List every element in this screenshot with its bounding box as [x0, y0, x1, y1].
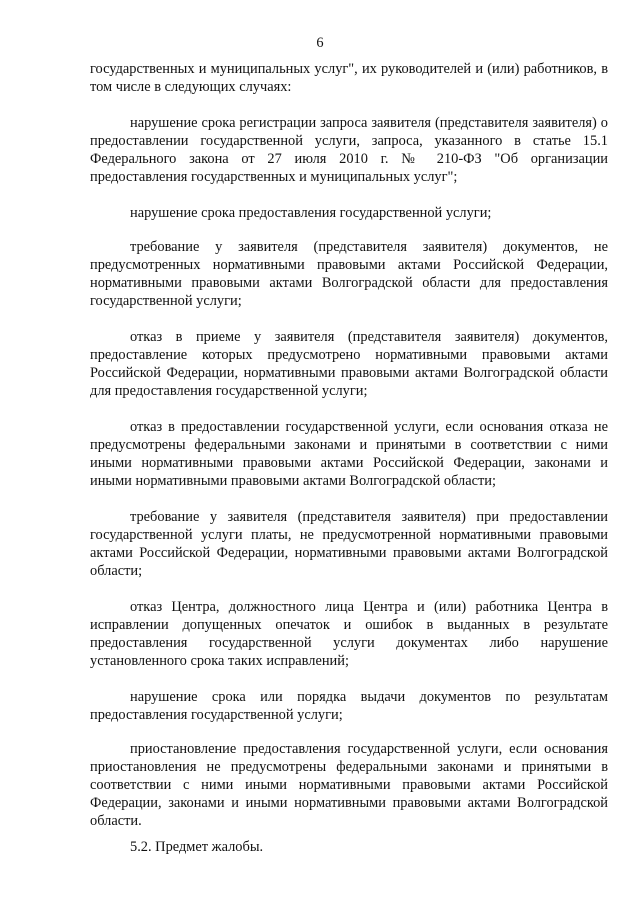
- paragraph-service-refusal: отказ в предоставлении государственной услуги, если основания отказа не предусмотрены федеральными законами и принятыми в соответствии с ними иными нормативными правовыми актами Российской Федерации, законами и иными нормативными правовыми актами Волгоградской области;: [90, 419, 608, 489]
- paragraph-service-deadline: нарушение срока предоставления государственной услуги;: [130, 205, 492, 221]
- paragraph-issuance-violation: нарушение срока или порядка выдачи документов по результатам предоставления государственной услуги;: [90, 689, 608, 723]
- section-heading: 5.2. Предмет жалобы.: [130, 839, 264, 855]
- paragraph-registration-deadline: нарушение срока регистрации запроса заявителя (представителя заявителя) о предоставлении государственной услуги, запроса, указанного в статье 15.1 Федерального закона от 27 июля 2010 г. № 210-ФЗ "Об организации предоставления государственных и муниципальных услуг";: [90, 115, 608, 185]
- paragraph-document-requirement: требование у заявителя (представителя заявителя) документов, не предусмотренных нормативными правовыми актами Российской Федерации, нормативными правовыми актами Волгоградской области для предоставления государственной услуги;: [90, 239, 608, 309]
- paragraph-fee-requirement: требование у заявителя (представителя заявителя) при предоставлении государственной услуги платы, не предусмотренной нормативными правовыми актами Российской Федерации, нормативными правовыми актами Волгоградской области;: [90, 509, 608, 579]
- page-number: 6: [316, 35, 324, 51]
- paragraph-continuation: государственных и муниципальных услуг", их руководителей и (или) работников, в том числе в следующих случаях:: [90, 61, 608, 95]
- paragraph-acceptance-refusal: отказ в приеме у заявителя (представителя заявителя) документов, предоставление которых предусмотрено нормативными правовыми актами Российской Федерации, нормативными правовыми актами Волгоградской области для предоставления государственной услуги;: [90, 329, 608, 399]
- paragraph-correction-refusal: отказ Центра, должностного лица Центра и (или) работника Центра в исправлении допущенных опечаток и ошибок в выданных в результате предоставления государственной услуги документах либо нарушение установленного срока таких исправлений;: [90, 599, 608, 669]
- paragraph-suspension: приостановление предоставления государственной услуги, если основания приостановления не предусмотрены федеральными законами и принятыми в соответствии с ними иными нормативными правовыми актами Российской Федерации, законами и иными нормативными правовыми актами Волгоградской области.: [90, 741, 608, 829]
